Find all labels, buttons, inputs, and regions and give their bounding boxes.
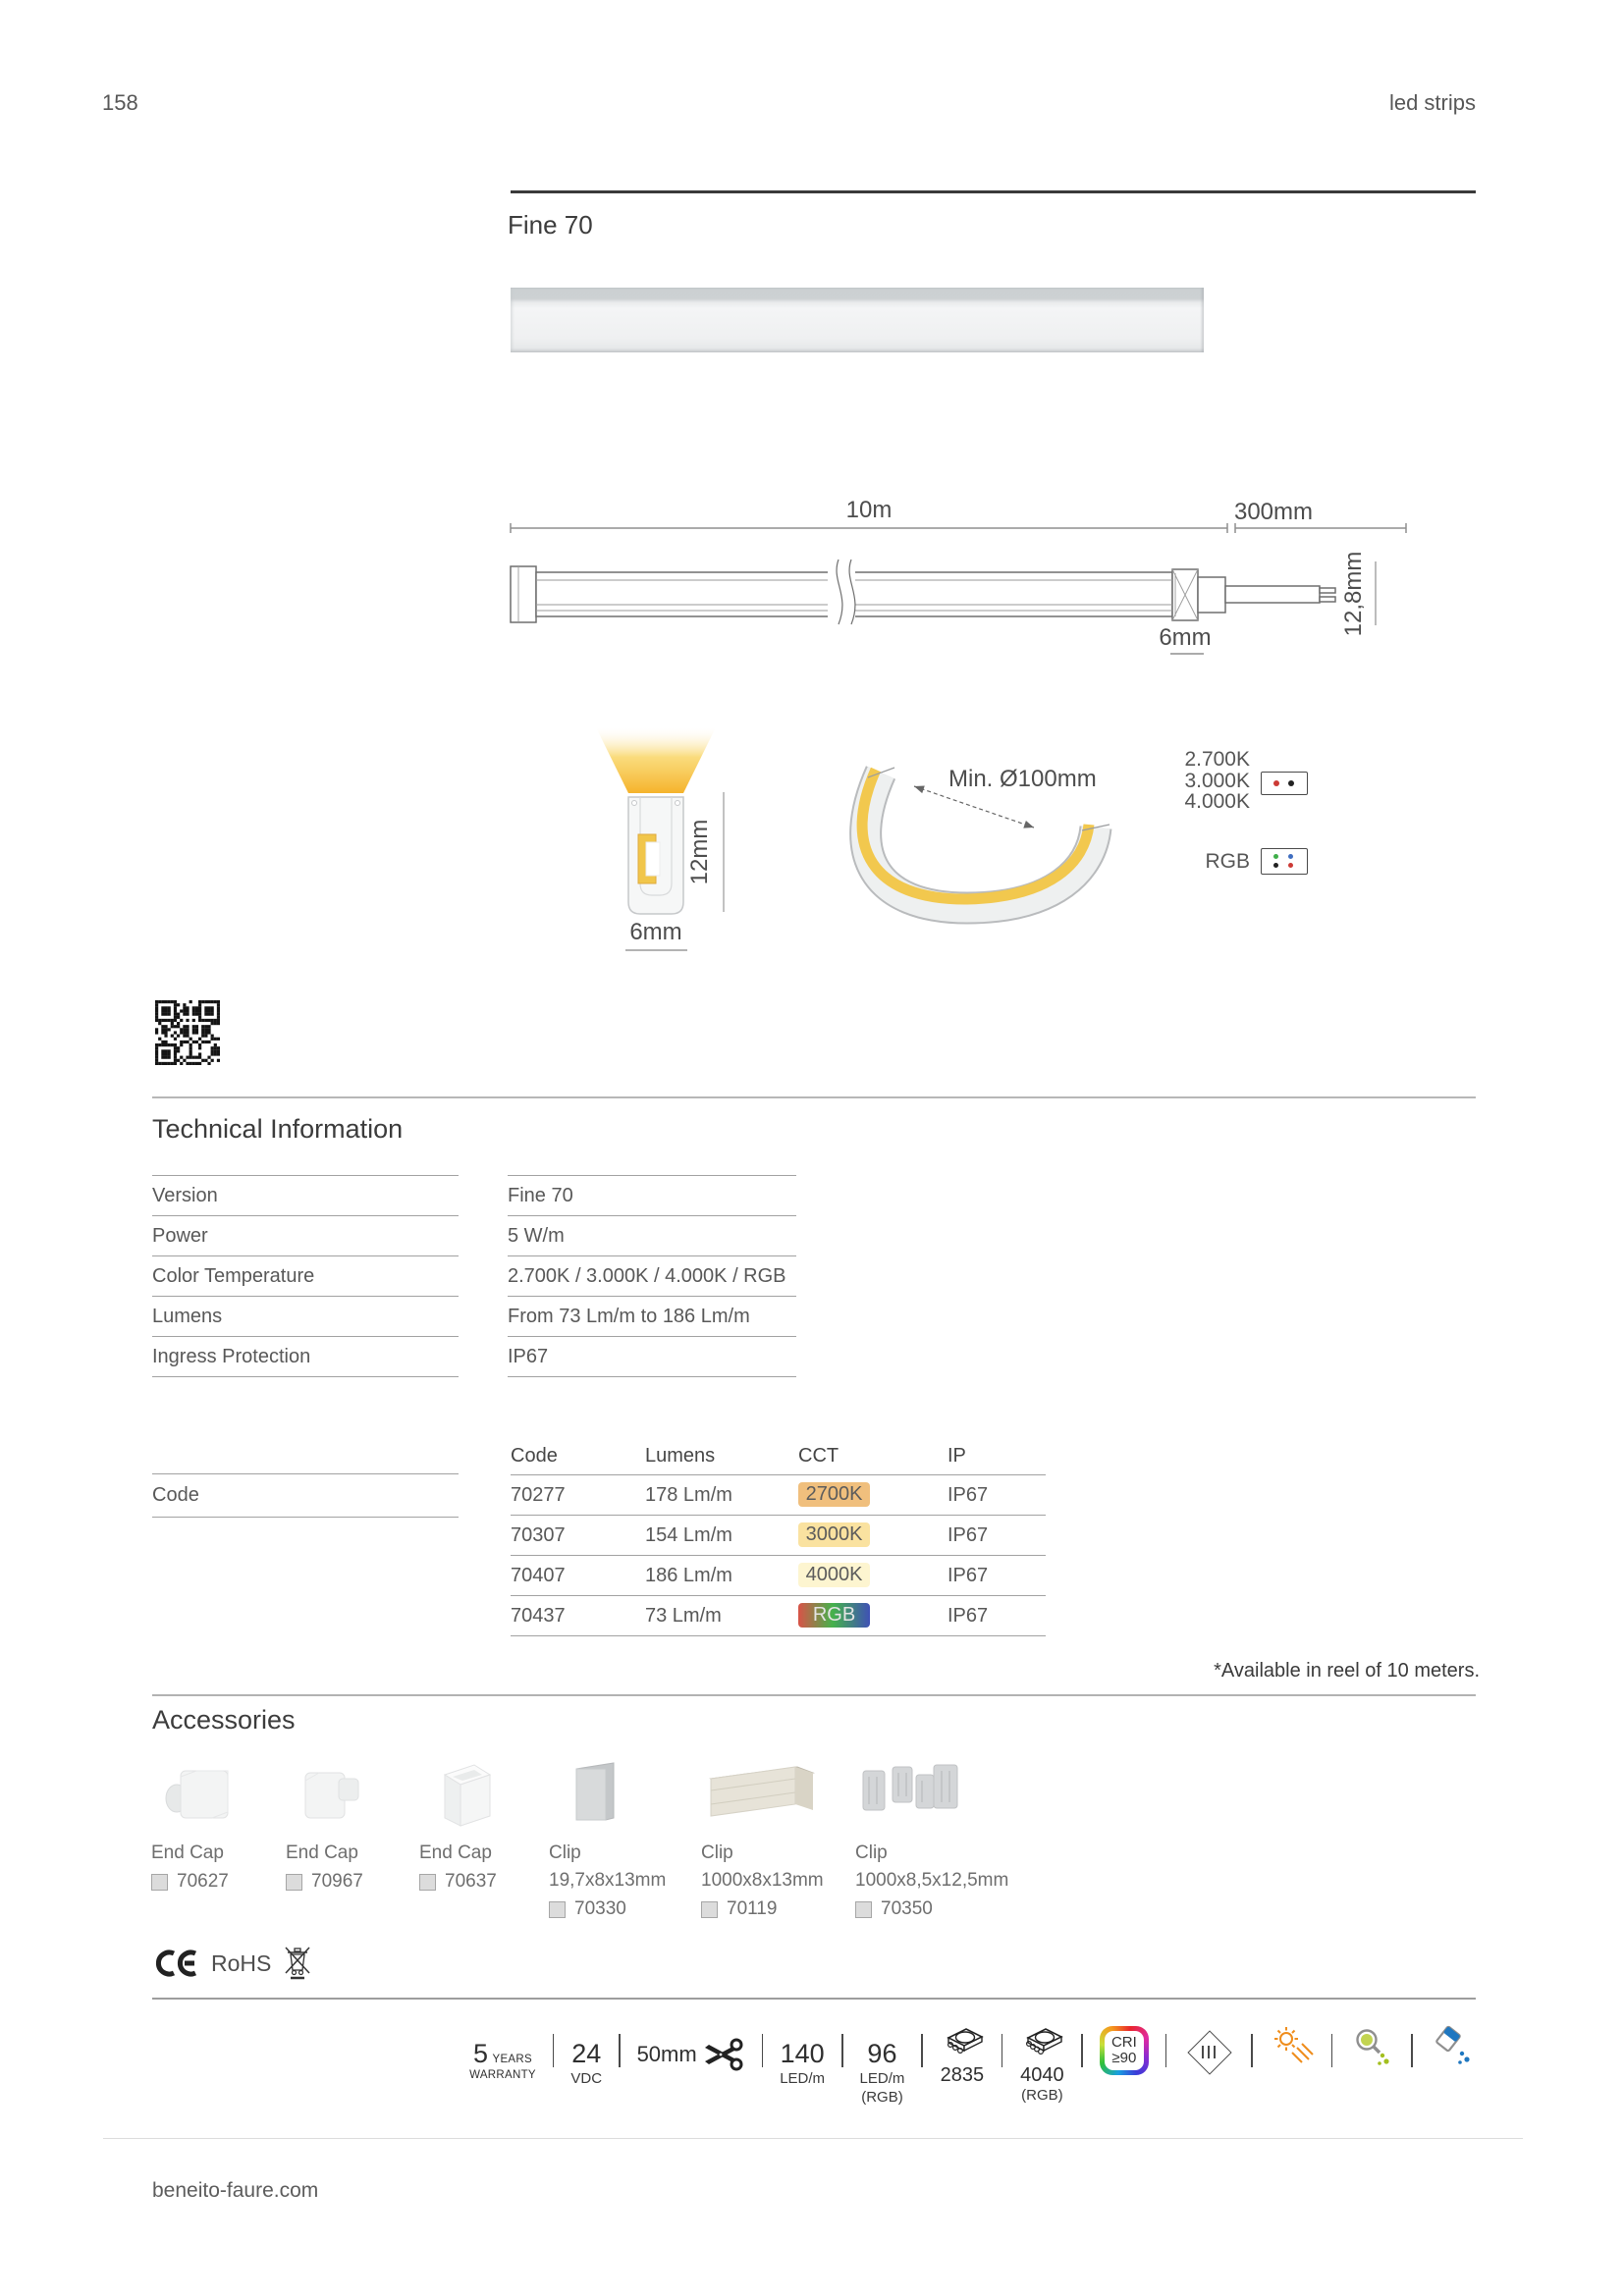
product-code: 70407	[511, 1565, 566, 1586]
accessory-name: End Cap	[286, 1842, 358, 1863]
accessory-item	[549, 1755, 716, 1920]
checkbox-icon	[855, 1901, 872, 1918]
product-code: 70277	[511, 1484, 566, 1506]
separator	[1165, 2034, 1167, 2067]
accessory-code: 70119	[727, 1898, 778, 1919]
min-diameter-label: Min. Ø100mm	[948, 766, 1097, 792]
page-title: Fine 70	[508, 210, 593, 240]
accessory-dimensions: 1000x8x13mm	[701, 1870, 824, 1891]
section-divider	[152, 1694, 1476, 1696]
code-table-header	[511, 1437, 1046, 1474]
title-rule	[511, 190, 1476, 193]
accessory-code: 70330	[574, 1898, 626, 1919]
table-row	[511, 1555, 1046, 1595]
separator	[1081, 2034, 1083, 2067]
cct-badge: 4000K	[798, 1563, 870, 1587]
rgb-badge: RGB	[798, 1603, 870, 1628]
led-chip-icon	[1019, 2024, 1064, 2057]
footer-rule	[103, 2138, 1523, 2139]
spec-icon-strip	[432, 2024, 1512, 2107]
strip-height-label: 12,8mm	[1340, 551, 1367, 637]
product-code: 70307	[511, 1524, 566, 1546]
cri-spec	[1100, 2024, 1149, 2075]
cct-option: 4.000K	[1184, 790, 1250, 813]
strip-width-label: 6mm	[1159, 624, 1212, 651]
tech-info-label: Power	[152, 1215, 459, 1255]
product-photo	[511, 288, 1204, 352]
clip-image	[701, 1757, 824, 1834]
end-cap-image	[151, 1757, 240, 1834]
accessory-code-row	[549, 1898, 716, 1920]
sunlight-spec	[1270, 2024, 1315, 2078]
cct-option: 3.000K	[1184, 769, 1250, 792]
section-height-label: 12mm	[686, 819, 713, 885]
tech-info-label: Version	[152, 1175, 459, 1215]
chip-type-label: 2835	[940, 2064, 985, 2086]
led-density-spec	[780, 2038, 825, 2088]
separator	[1001, 2034, 1003, 2067]
warranty-value: 5	[473, 2039, 489, 2068]
catalog-section-label: led strips	[1388, 90, 1476, 115]
class-iii-spec	[1183, 2024, 1234, 2077]
separator	[1251, 2034, 1253, 2067]
checkbox-icon	[151, 1874, 168, 1891]
accessory-code: 70637	[445, 1871, 497, 1892]
warranty-label: WARRANTY	[469, 2069, 536, 2081]
tech-info-value: Fine 70	[508, 1175, 796, 1215]
cri-line2: ≥90	[1111, 2050, 1137, 2066]
lumens-value: 73 Lm/m	[645, 1605, 722, 1627]
separator	[921, 2034, 923, 2067]
end-cap-image	[419, 1757, 508, 1834]
section-divider	[152, 1096, 1476, 1098]
code-side-label: Code	[152, 1473, 459, 1518]
checkbox-icon	[286, 1874, 302, 1891]
accessory-code-row	[701, 1898, 868, 1920]
cct-option: 2.700K	[1184, 748, 1250, 771]
table-row	[511, 1595, 1046, 1635]
accessory-dimensions: 1000x8,5x12,5mm	[855, 1870, 1009, 1891]
cct-badge: 3000K	[798, 1522, 870, 1547]
lumens-value: 154 Lm/m	[645, 1524, 732, 1546]
warranty-unit: YEARS	[492, 2054, 532, 2065]
code-table	[511, 1437, 1046, 1636]
accessory-image	[855, 1755, 1022, 1834]
light-beam	[596, 727, 716, 793]
chip-spec	[940, 2024, 985, 2086]
accessory-item	[855, 1755, 1022, 1920]
tech-info-labels	[152, 1175, 459, 1377]
resin-green-spec	[1349, 2024, 1394, 2078]
separator	[1331, 2034, 1333, 2067]
cri-badge-icon	[1100, 2026, 1149, 2075]
ce-mark-icon	[152, 1949, 197, 1977]
clip-image	[855, 1757, 963, 1834]
resin-blue-spec	[1430, 2024, 1475, 2078]
clip-image	[549, 1757, 637, 1834]
cct-options-list	[1129, 749, 1250, 813]
separator	[1411, 2034, 1413, 2067]
accessory-dimensions: 19,7x8x13mm	[549, 1870, 667, 1891]
cut-length-value: 50mm	[636, 2042, 697, 2066]
tech-info-value: 5 W/m	[508, 1215, 796, 1255]
accessory-code: 70350	[881, 1898, 933, 1919]
tech-info-value: From 73 Lm/m to 186 Lm/m	[508, 1296, 796, 1336]
accessory-name: End Cap	[419, 1842, 492, 1863]
rohs-label: RoHS	[211, 1949, 272, 1976]
led-density-unit: LED/m	[780, 2070, 826, 2087]
accessories-heading: Accessories	[152, 1705, 296, 1735]
page-number: 158	[102, 90, 138, 115]
column-header: CCT	[798, 1445, 839, 1467]
accessory-code-row	[855, 1898, 1022, 1920]
chip-rgb-spec	[1019, 2024, 1064, 2105]
accessory-name: Clip	[549, 1842, 581, 1863]
accessory-name: End Cap	[151, 1842, 224, 1863]
checkbox-icon	[549, 1901, 566, 1918]
voltage-unit: VDC	[570, 2070, 603, 2087]
separator	[841, 2034, 843, 2067]
tech-info-value: 2.700K / 3.000K / 4.000K / RGB	[508, 1255, 796, 1296]
lumens-value: 178 Lm/m	[645, 1484, 732, 1506]
voltage-value: 24	[571, 2039, 602, 2068]
led-chip-icon	[940, 2024, 985, 2057]
cable-length-label: 300mm	[1233, 499, 1314, 525]
reel-length-label: 10m	[845, 497, 893, 523]
profile-cross-section	[628, 797, 683, 914]
led-density-value: 140	[780, 2039, 825, 2068]
separator	[619, 2034, 621, 2067]
resin-drops-blue-icon	[1430, 2024, 1475, 2073]
separator	[762, 2034, 764, 2067]
checkbox-icon	[419, 1874, 436, 1891]
scissors-icon	[704, 2036, 745, 2073]
lumens-value: 186 Lm/m	[645, 1565, 732, 1586]
ip-rating: IP67	[947, 1605, 989, 1627]
accessory-image	[701, 1755, 868, 1834]
technical-information-heading: Technical Information	[152, 1114, 404, 1144]
table-row	[511, 1515, 1046, 1555]
accessory-name: Clip	[701, 1842, 733, 1863]
column-header: IP	[947, 1445, 966, 1467]
tech-info-values	[508, 1175, 796, 1377]
cri-line1: CRI	[1110, 2034, 1137, 2051]
ip-rating: IP67	[947, 1484, 989, 1506]
voltage-spec	[570, 2038, 602, 2088]
column-header: Lumens	[645, 1445, 716, 1467]
led-density-rgb-spec	[860, 2038, 905, 2107]
accessory-image	[549, 1755, 716, 1834]
four-pin-connector-icon	[1261, 848, 1308, 875]
certifications-row	[152, 1946, 310, 1981]
accessory-name: Clip	[855, 1842, 888, 1863]
ip-rating: IP67	[947, 1524, 989, 1546]
accessory-code: 70627	[177, 1871, 229, 1892]
dimension-drawing	[491, 477, 1434, 673]
footer-website: beneito-faure.com	[152, 2179, 319, 2202]
two-pin-connector-icon	[1261, 772, 1308, 795]
cross-section-figure	[579, 710, 1149, 957]
table-row	[511, 1474, 1046, 1515]
availability-note: *Available in reel of 10 meters.	[1214, 1660, 1480, 1682]
weee-bin-icon	[285, 1946, 310, 1981]
led-density-rgb-value: 96	[867, 2039, 897, 2068]
separator	[553, 2034, 555, 2067]
chip-type-label: 4040	[1020, 2064, 1064, 2086]
rgb-option-label: RGB	[1205, 850, 1250, 873]
accessory-code: 70967	[311, 1871, 363, 1892]
product-code: 70437	[511, 1605, 566, 1627]
tech-info-value: IP67	[508, 1336, 796, 1376]
column-header: Code	[511, 1445, 558, 1467]
warranty-spec	[469, 2038, 536, 2081]
class-iii-icon	[1183, 2026, 1234, 2077]
end-cap-image	[286, 1757, 374, 1834]
tech-info-label: Color Temperature	[152, 1255, 459, 1296]
cct-badge: 2700K	[798, 1482, 870, 1507]
led-density-rgb-sublabel: (RGB)	[861, 2089, 903, 2106]
cut-length-spec	[637, 2036, 745, 2073]
ip-rating: IP67	[947, 1565, 989, 1586]
led-strip-outline	[511, 566, 1335, 622]
led-density-rgb-unit: LED/m	[859, 2070, 905, 2087]
section-divider	[152, 1998, 1476, 2000]
sun-icon	[1270, 2024, 1315, 2073]
tech-info-label: Ingress Protection	[152, 1336, 459, 1376]
tech-info-label: Lumens	[152, 1296, 459, 1336]
accessory-item	[701, 1755, 868, 1920]
section-width-label: 6mm	[629, 919, 682, 945]
qr-code	[155, 1000, 220, 1065]
resin-drops-green-icon	[1349, 2024, 1394, 2073]
chip-type-sublabel: (RGB)	[1021, 2087, 1063, 2104]
checkbox-icon	[701, 1901, 718, 1918]
